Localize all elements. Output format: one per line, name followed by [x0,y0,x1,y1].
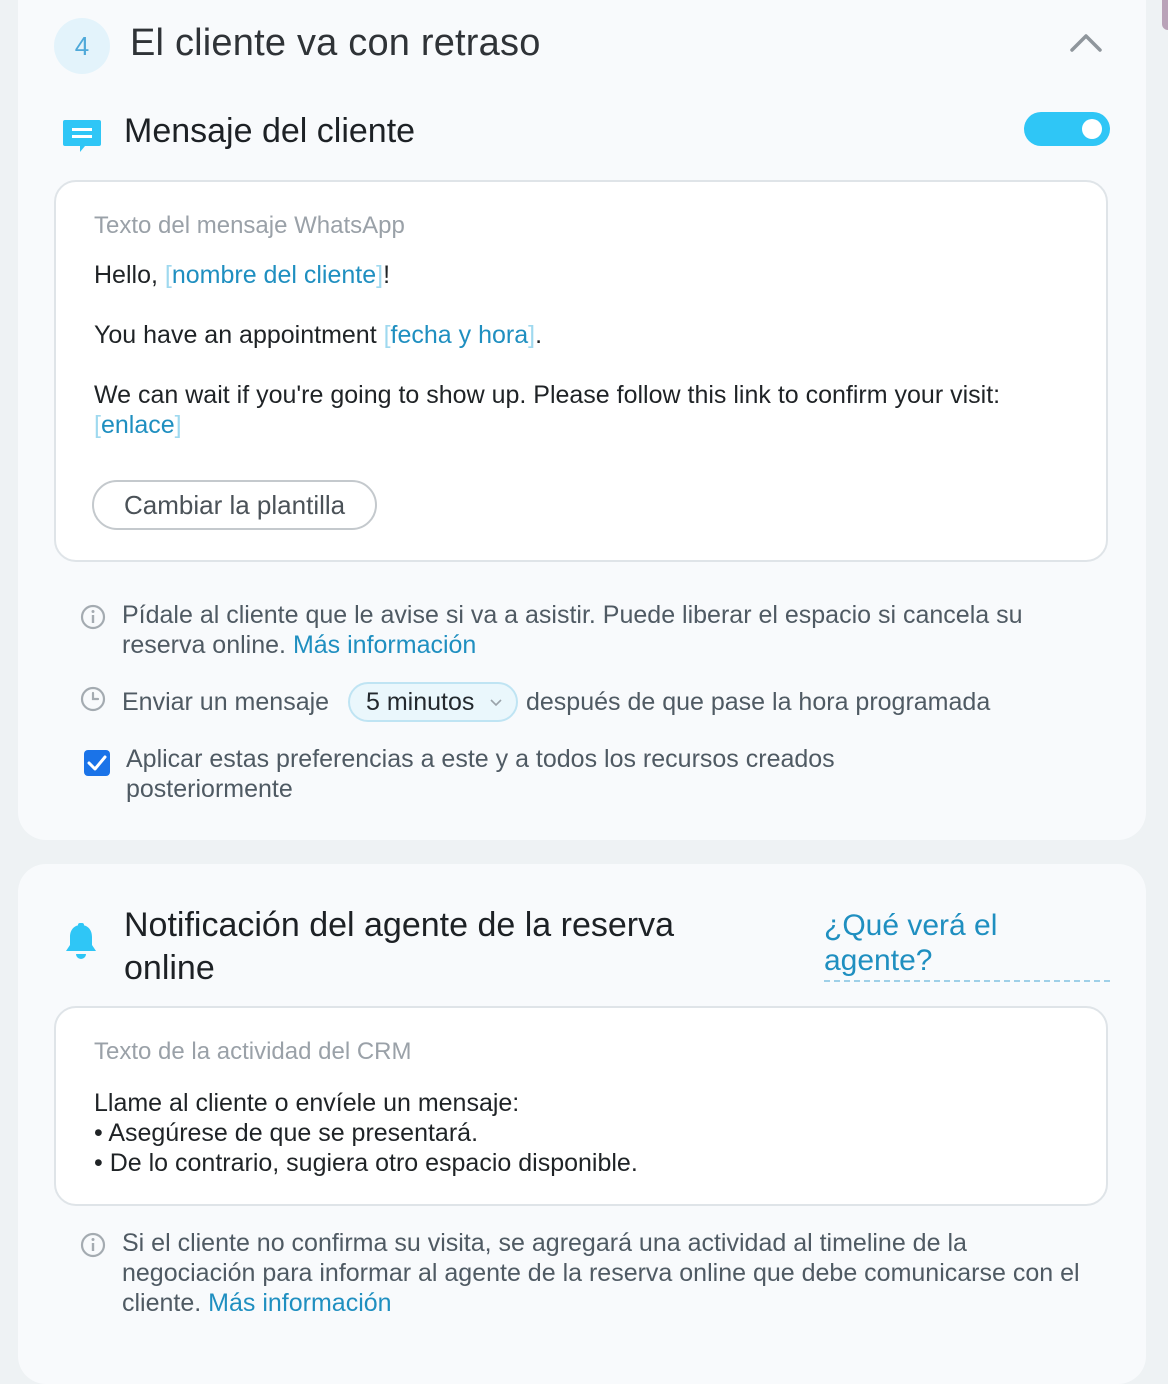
crm-activity-bubble [54,1006,1108,1206]
token-client-name[interactable] [165,261,383,289]
whatsapp-message-bubble [54,180,1108,562]
client-message-toggle[interactable] [1024,112,1110,146]
delay-suffix: después de que pase la hora programada [526,688,991,716]
token-bracket: ] [174,411,182,439]
message-text: . [535,321,543,349]
more-info-link[interactable]: Más información [208,1289,392,1317]
info-text [122,600,1072,660]
info-icon [80,1232,106,1258]
info-text-body: Si el cliente no confirma su visita, se agregará una actividad al timeline de la negociación para informar al agente de la reserva online que debe comunicarse con el cliente. [122,1229,1080,1317]
client-message-title: Mensaje del cliente [124,112,416,150]
info-icon [80,604,106,630]
token-value: enlace [100,411,175,439]
token-bracket: [ [383,321,391,349]
message-body [94,260,1054,470]
toggle-knob [1082,119,1102,139]
delay-select[interactable] [348,682,518,722]
crm-line: • Asegúrese de que se presentará. [94,1119,479,1147]
chevron-down-icon [490,699,502,707]
token-bracket: [ [94,411,101,439]
bubble-tail [54,558,88,586]
info-text [122,1228,1102,1318]
message-text: ! [383,261,391,289]
clock-icon [80,686,106,712]
chat-message-icon [62,118,102,154]
message-line [94,260,1054,290]
info-text-body: Pídale al cliente que le avise si va a asistir. Puede liberar el espacio si cancela su reserva online. [122,601,1023,659]
token-value: nombre del cliente [171,261,377,289]
token-bracket: ] [376,261,384,289]
more-info-link[interactable]: Más información [292,631,477,659]
crm-line: • De lo contrario, sugiera otro espacio disponible. [94,1149,638,1177]
message-line [94,320,1054,350]
whatsapp-text-label: Texto del mensaje WhatsApp [94,212,405,239]
message-text: Hello, [94,261,165,289]
chevron-up-icon[interactable] [1068,30,1104,54]
crm-activity-body [94,1088,638,1178]
crm-line: Llame al cliente o envíele un mensaje: [94,1089,520,1117]
step-title: El cliente va con retraso [130,22,541,64]
message-text: We can wait if you're going to show up. Please follow this link to confirm your visit: [94,381,1001,409]
late-client-step-card [18,0,1146,840]
message-line [94,380,1054,440]
agent-notification-card [18,864,1146,1384]
crm-text-label: Texto de la actividad del CRM [94,1038,412,1065]
bell-icon [62,922,100,962]
apply-all-label: Aplicar estas preferencias a este y a todos los recursos creados posteriormente [126,745,835,803]
token-bracket: [ [164,261,172,289]
window-corner-accent [1162,0,1168,30]
token-bracket: ] [528,321,536,349]
agent-notification-title: Notificación del agente de la reserva online [124,906,674,987]
what-agent-sees-link[interactable]: ¿Qué verá el agente? [824,908,1110,982]
token-link[interactable] [94,411,182,439]
token-date-time[interactable] [384,321,536,349]
message-text: You have an appointment [94,321,384,349]
token-value: fecha y hora [390,321,529,349]
delay-prefix: Enviar un mensaje [122,688,330,716]
change-template-button[interactable]: Cambiar la plantilla [92,480,377,530]
delay-selected-value: 5 minutos [366,688,475,716]
checkmark-icon [87,754,107,772]
apply-all-checkbox[interactable] [84,750,110,776]
step-number-badge: 4 [54,18,110,74]
